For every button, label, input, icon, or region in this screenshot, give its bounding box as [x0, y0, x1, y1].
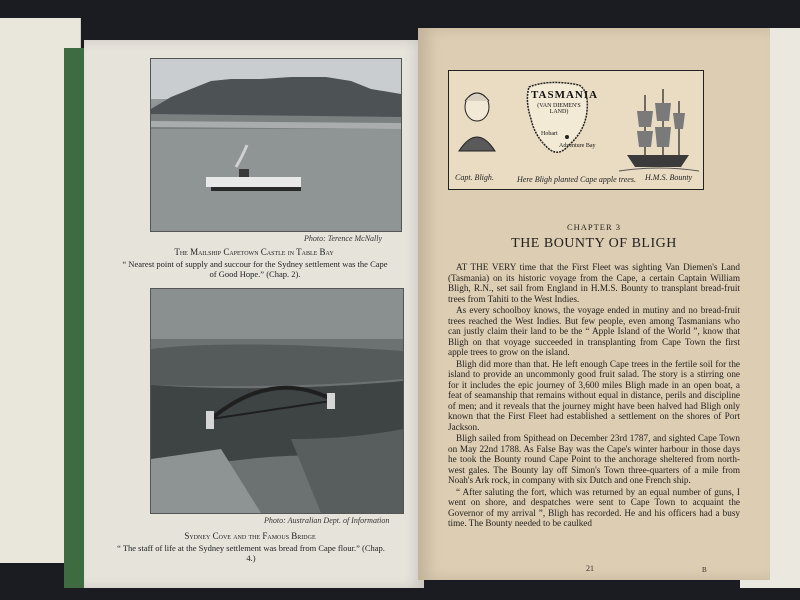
photo1-credit: Photo: Terence McNally: [304, 234, 383, 243]
photo2-title: Sydney Cove and the Famous Bridge: [184, 531, 316, 541]
paragraph-4: Bligh sailed from Spithead on December 23rd 1787, and sighted Cape Town on May 22nd 1788. As False Bay was the Cape's winter harbour in those days he took the Bounty round Cape Point to the anchorage sheltered from north-west gales. The Bounty lay off Simon's Town three-quarters of a mile from Noah's Ark rock, in company with six Dutch and one French ship.: [448, 433, 740, 485]
label-capt-bligh: Capt. Bligh.: [455, 173, 494, 182]
photo2-credit: Photo: Australian Dept. of Information: [264, 516, 390, 525]
photo2-quote: “ The staff of life at the Sydney settlement was bread from Cape flour.” (Chap. 4.): [117, 543, 385, 563]
chapter-body: [448, 262, 740, 530]
sydney-harbour-bridge-image: [151, 289, 403, 513]
right-page: [418, 28, 770, 580]
map-place-adventure-bay: Adventure Bay: [559, 143, 596, 149]
paragraph-2: As every schoolboy knows, the voyage ended in mutiny and no bread-fruit trees reached the West Indies. But few people, even among Tasmanians who can justly claim their land to be the “ Apple Island of the World ”, know that Bligh on that voyage succeeded in transplanting from Cape Town the first apple trees to grow on the island.: [448, 305, 740, 357]
label-apple-trees: Here Bligh planted Cape apple trees.: [517, 175, 636, 184]
paragraph-1: AT THE VERY time that the First Fleet was sighting Van Diemen's Land (Tasmania) on its historic voyage from the Cape, a certain Captain William Bligh, R.N., set sail from England in H.M.S. Bounty to transplant bread-fruit trees from Tahiti to the West Indies.: [448, 262, 740, 304]
table-mountain-harbour-image: [151, 59, 401, 231]
chapter-label: CHAPTER 3: [566, 222, 622, 232]
photo1-title: The Mailship Capetown Castle in Table Bay: [174, 247, 334, 257]
photo-sydney-cove: [150, 288, 404, 514]
paragraph-3: Bligh did more than that. He left enough Cape trees in the fertile soil for the island to provide an uncommonly good fruit salad. The story is a stirring one for it includes the epic journey of 3,600 miles Bligh made in an open boat, a feat of seamanship that remains without equal in distance, perils and discipline of men; and it reveals that the journey might have been halved had Bligh only known that the First Fleet had established a settlement on the shores of Port Jackson.: [448, 358, 740, 432]
label-hms-bounty: H.M.S. Bounty: [645, 173, 693, 182]
chapter-illustration: [448, 70, 704, 190]
map-title: TASMANIA: [531, 89, 599, 101]
book-cover-spine: [64, 48, 86, 588]
paragraph-5: “ After saluting the fort, which was returned by an equal number of guns, I went on shore, and despatches were sent to Cape Town to acquaint the Governor of my arrival ”, Bligh has recorded. He and his officers had a busy time. The Bounty needed to be caulked: [448, 486, 740, 528]
signature-mark: B: [702, 566, 707, 574]
page-number: 21: [586, 564, 594, 573]
chapter-title: THE BOUNTY OF BLIGH: [511, 236, 677, 251]
photo1-quote: “ Nearest point of supply and succour for the Sydney settlement was the Cape of Good Hope.” (Chap. 2).: [122, 259, 388, 279]
photo-table-bay: [150, 58, 402, 232]
left-page: [84, 40, 424, 588]
map-subtitle: (VAN DIEMEN'S LAND): [537, 103, 581, 115]
map-place-hobart: Hobart: [541, 131, 558, 137]
